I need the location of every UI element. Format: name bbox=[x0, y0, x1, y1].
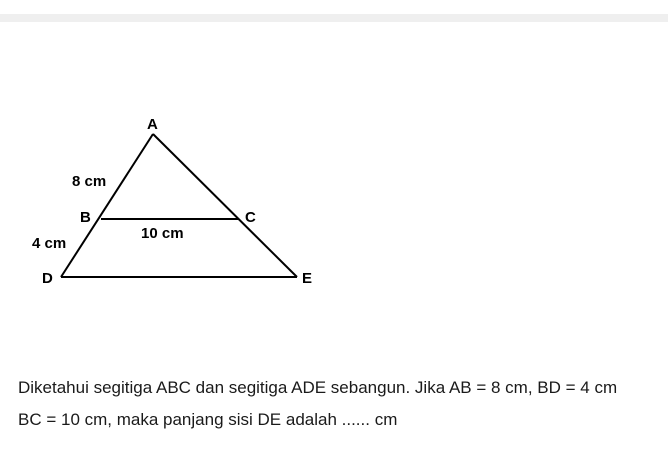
question-line-2: BC = 10 cm, maka panjang sisi DE adalah ...... cm bbox=[18, 410, 398, 429]
vertex-label-c: C bbox=[245, 209, 256, 226]
vertex-label-b: B bbox=[80, 209, 91, 226]
side-ae bbox=[153, 134, 297, 277]
measure-label-bd: 4 cm bbox=[32, 235, 67, 252]
side-ad bbox=[61, 134, 153, 277]
vertex-label-d: D bbox=[42, 270, 53, 287]
question-line-1: Diketahui segitiga ABC dan segitiga ADE sebangun. Jika AB = 8 cm, BD = 4 cm bbox=[18, 378, 618, 397]
measure-label-bc: 10 cm bbox=[141, 225, 184, 242]
vertex-label-a: A bbox=[147, 116, 158, 133]
vertex-label-e: E bbox=[302, 270, 313, 287]
measure-label-ab: 8 cm bbox=[72, 173, 107, 190]
question-text bbox=[18, 372, 668, 436]
